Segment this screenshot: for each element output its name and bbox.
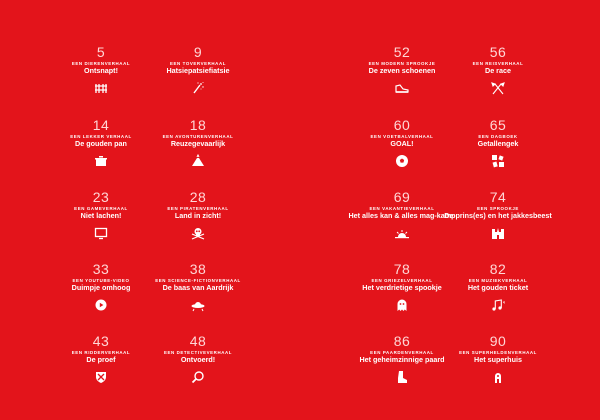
story-number: 60 bbox=[393, 117, 411, 133]
story-entry bbox=[46, 117, 156, 168]
pan-icon bbox=[94, 154, 108, 168]
story-genre: EEN SCIENCE-FICTIONVERHAAL bbox=[155, 278, 241, 283]
story-title: Hatsiepatsiefiatsie bbox=[166, 66, 230, 75]
story-genre: EEN VAKANTIEVERHAAL bbox=[369, 206, 435, 211]
story-entry bbox=[443, 333, 553, 384]
story-entry bbox=[143, 261, 253, 312]
football-icon bbox=[395, 154, 409, 168]
story-entry bbox=[143, 44, 253, 95]
story-title: Land in zicht! bbox=[174, 211, 222, 220]
story-entry bbox=[347, 333, 457, 384]
magnifier-icon bbox=[191, 370, 205, 384]
cage-icon bbox=[94, 81, 108, 95]
castle-icon bbox=[491, 226, 505, 240]
story-genre: EEN RIDDERVERHAAL bbox=[71, 350, 131, 355]
story-genre: EEN SUPERHELDENVERHAAL bbox=[459, 350, 537, 355]
story-title: Het superhuis bbox=[474, 355, 522, 364]
story-genre: EEN SPROOKJE bbox=[477, 206, 519, 211]
story-genre: EEN LEKKER VERHAAL bbox=[70, 134, 132, 139]
story-title: Het verdrietige spookje bbox=[362, 283, 442, 292]
story-entry bbox=[347, 189, 457, 240]
magic-wand-icon bbox=[191, 81, 205, 95]
story-title: Duimpje omhoog bbox=[71, 283, 131, 292]
story-number: 86 bbox=[393, 333, 411, 349]
story-genre: EEN TOVERVERHAAL bbox=[169, 61, 227, 66]
story-genre: EEN AVONTURENVERHAAL bbox=[162, 134, 234, 139]
story-number: 82 bbox=[489, 261, 507, 277]
story-number: 14 bbox=[92, 117, 110, 133]
sunset-icon bbox=[395, 226, 409, 240]
shield-icon bbox=[94, 370, 108, 384]
story-genre: EEN GRIEZELVERHAAL bbox=[371, 278, 433, 283]
sneaker-icon bbox=[395, 81, 409, 95]
story-entry bbox=[443, 44, 553, 95]
story-title: Ontsnapt! bbox=[84, 66, 118, 75]
story-entry bbox=[46, 189, 156, 240]
play-icon bbox=[94, 298, 108, 312]
story-title: De proef bbox=[86, 355, 116, 364]
music-notes-icon bbox=[491, 298, 505, 312]
story-genre: EEN MODERN SPROOKJE bbox=[368, 61, 436, 66]
story-number: 33 bbox=[92, 261, 110, 277]
story-number: 23 bbox=[92, 189, 110, 205]
ufo-icon bbox=[191, 298, 205, 312]
superhero-icon bbox=[491, 370, 505, 384]
story-title: De zeven schoenen bbox=[368, 66, 436, 75]
story-entry bbox=[46, 261, 156, 312]
story-genre: EEN PAARDENVERHAAL bbox=[370, 350, 434, 355]
story-title: Het gouden ticket bbox=[467, 283, 529, 292]
story-number: 5 bbox=[96, 44, 106, 60]
story-genre: EEN YOUTUBE-VIDEO bbox=[72, 278, 130, 283]
ghost-icon bbox=[395, 298, 409, 312]
story-genre: EEN DIERENVERHAAL bbox=[71, 61, 131, 66]
story-number: 65 bbox=[489, 117, 507, 133]
story-genre: EEN VOETBALVERHAAL bbox=[370, 134, 434, 139]
story-entry bbox=[443, 117, 553, 168]
story-number: 56 bbox=[489, 44, 507, 60]
story-entry bbox=[443, 189, 553, 240]
story-entry bbox=[143, 117, 253, 168]
story-title: De baas van Aardrijk bbox=[162, 283, 234, 292]
story-entry bbox=[46, 333, 156, 384]
story-genre: EEN MUZIEKVERHAAL bbox=[468, 278, 528, 283]
story-entry bbox=[143, 189, 253, 240]
story-title: Reuzegevaarlijk bbox=[170, 139, 226, 148]
story-title: Het alles kan & alles mag-kamp bbox=[348, 211, 456, 220]
story-title: GOAL! bbox=[390, 139, 414, 148]
story-title: Ontvoerd! bbox=[180, 355, 216, 364]
story-title: De race bbox=[485, 66, 511, 75]
story-title: De prins(es) en het jakkesbeest bbox=[444, 211, 552, 220]
story-title: Het geheimzinnige paard bbox=[359, 355, 445, 364]
story-number: 28 bbox=[189, 189, 207, 205]
story-genre: EEN GAMEVERHAAL bbox=[74, 206, 128, 211]
story-number: 18 bbox=[189, 117, 207, 133]
story-genre: EEN PIRATENVERHAAL bbox=[167, 206, 229, 211]
story-title: Getallengek bbox=[477, 139, 519, 148]
story-number: 90 bbox=[489, 333, 507, 349]
skull-icon bbox=[191, 226, 205, 240]
story-number: 43 bbox=[92, 333, 110, 349]
story-number: 69 bbox=[393, 189, 411, 205]
story-number: 38 bbox=[189, 261, 207, 277]
story-number: 48 bbox=[189, 333, 207, 349]
numbers-icon bbox=[491, 154, 505, 168]
story-number: 74 bbox=[489, 189, 507, 205]
story-entry bbox=[347, 44, 457, 95]
story-number: 52 bbox=[393, 44, 411, 60]
story-entry bbox=[143, 333, 253, 384]
story-genre: EEN DAGBOEK bbox=[478, 134, 518, 139]
story-entry bbox=[443, 261, 553, 312]
story-number: 78 bbox=[393, 261, 411, 277]
story-entry bbox=[347, 261, 457, 312]
volcano-icon bbox=[191, 154, 205, 168]
monitor-icon bbox=[94, 226, 108, 240]
story-title: Niet lachen! bbox=[80, 211, 122, 220]
story-number: 9 bbox=[193, 44, 203, 60]
story-genre: EEN REISVERHAAL bbox=[472, 61, 524, 66]
horse-boot-icon bbox=[395, 370, 409, 384]
story-genre: EEN DETECTIVEVERHAAL bbox=[163, 350, 233, 355]
story-title: De gouden pan bbox=[75, 139, 127, 148]
story-entry bbox=[347, 117, 457, 168]
race-flags-icon bbox=[491, 81, 505, 95]
story-entry bbox=[46, 44, 156, 95]
